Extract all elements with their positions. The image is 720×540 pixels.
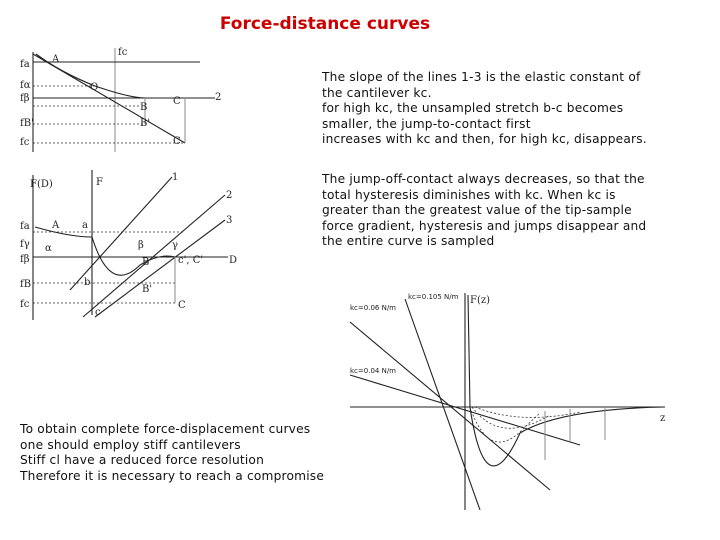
label-b: b [84,277,91,288]
label-B: B [140,102,148,113]
text-line: the cantilever kc. [322,85,432,100]
label-line-1: 1 [172,172,179,183]
label-z: z [660,413,666,424]
legend-kc-0105: kc=0.105 N/m [408,293,459,301]
figure-1-force-curve [0,40,245,160]
line-3 [95,220,225,317]
label-C1: C [173,96,181,107]
label-Fz: F(z) [470,295,491,306]
label-beta: β [138,240,144,251]
text-line: for high kc, the unsampled stretch b-c becomes [322,101,624,116]
figure-2-force-curve [0,165,250,325]
label-fB: fB [20,279,32,290]
text-line: To obtain complete force-displacement curves [20,422,311,436]
text-line: The jump-off-contact always decreases, so that the [322,172,645,186]
label-Bp: B' [142,284,153,295]
text-line: Therefore it is necessary to reach a compromise [20,468,325,483]
legend-kc-006: kc=0.06 N/m [350,304,396,312]
label-line-3: 3 [226,215,233,226]
label-gamma: γ [172,240,178,251]
label-2: 2 [215,92,222,103]
label-fbeta: fβ [20,254,30,265]
label-fbp: fB' [20,118,34,129]
force-curve-main [468,295,665,466]
paragraph-slope [322,70,712,148]
page-title: Force-distance curves [219,14,431,34]
label-C: C [178,300,186,311]
label-fc-top: fc [118,47,128,58]
paragraph-jump-off [322,172,717,250]
label-fbeta: fβ [20,93,30,104]
legend-kc-004: kc=0.04 N/m [350,367,396,375]
line-2 [83,195,225,317]
text-line: force gradient, hysteresis and jumps disappear and [322,218,647,233]
label-fa: fa [20,59,30,70]
label-B: B [142,257,150,268]
line-1 [70,177,172,290]
label-fc: fc [20,299,30,310]
label-D: D [229,255,238,266]
label-fgamma: fγ [20,239,30,250]
text-line: one should employ stiff cantilevers [20,437,241,452]
text-line: Stiff cl have a reduced force resolution [20,453,265,468]
label-O: O [90,82,99,93]
label-A: A [52,54,60,65]
label-Bp: B' [140,118,151,129]
text-line: greater than the greatest value of the tip-sample [322,203,632,218]
text-line: increases with kc and then, for high kc, disappears. [322,132,647,147]
label-fc: fc [20,137,30,148]
paragraph-compromise [20,422,350,484]
figure-3-kc-curves [340,285,680,515]
label-fa: fa [20,221,30,232]
text-line: total hysteresis diminishes with kc. When kc is [322,187,616,202]
label-A: A [52,220,60,231]
label-falpha: fα [20,80,31,91]
text-line: smaller, the jump-to-contact first [322,116,531,131]
text-line: The slope of the lines 1-3 is the elastic constant of [322,70,641,84]
label-C2: C [173,136,181,147]
label-F: F [96,177,103,188]
label-alpha: α [45,243,52,254]
label-cC: c', C' [178,255,204,266]
force-curve-right [92,237,175,275]
label-c: c [95,307,101,318]
label-FD: F(D) [30,179,53,190]
label-line-2: 2 [226,190,233,201]
label-a: a [82,220,88,231]
force-curve-dashed [475,407,580,417]
text-line: the entire curve is sampled [322,234,495,249]
